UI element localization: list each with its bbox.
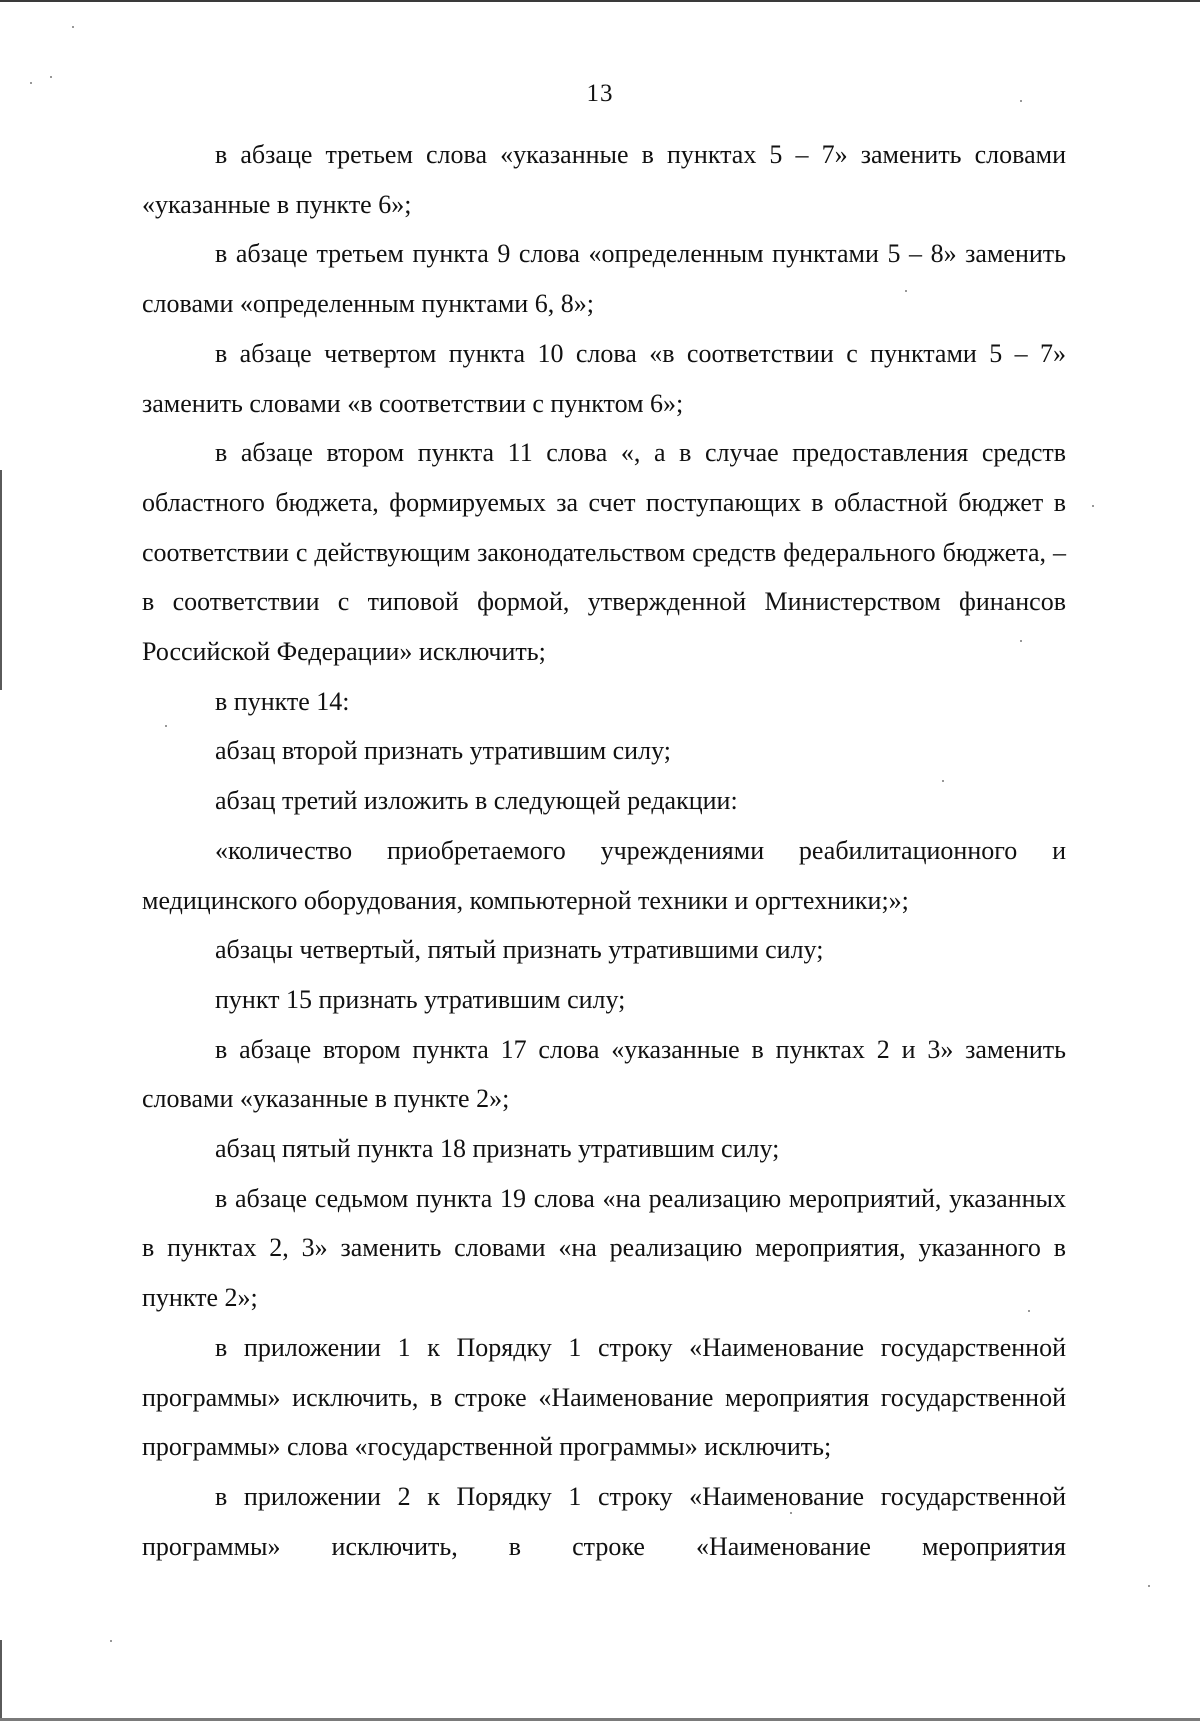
page-number: 13 [586, 80, 614, 107]
scan-speck [1028, 1310, 1030, 1312]
scan-edge-left [0, 470, 2, 690]
scan-speck [790, 1512, 792, 1514]
document-body [142, 130, 1066, 1571]
scan-edge-top [0, 0, 1200, 2]
paragraph: в абзаце втором пункта 11 слова «, а в случае предоставления средств областного бюджета, формируемых за счет поступающих в областной бюджет в соответствии с действующим законодательством средств федерального бюджета, – в соответствии с типовой формой, утвержденной Министерством финансов Российской Федерации» исключить; [142, 438, 1066, 667]
paragraph: абзацы четвертый, пятый признать утратившими силу; [215, 935, 824, 965]
scan-speck [942, 780, 944, 782]
paragraph: в приложении 2 к Порядку 1 строку «Наименование государственной программы» исключить, в строке «Наименование мероприятия [142, 1481, 1066, 1561]
scan-speck [30, 82, 32, 84]
scan-speck [165, 725, 167, 727]
scan-speck [905, 290, 907, 292]
scan-speck [1020, 640, 1022, 642]
paragraph: «количество приобретаемого учреждениями реабилитационного и медицинского оборудования, компьютерной техники и оргтехники;»; [142, 835, 1066, 915]
scan-speck [1020, 100, 1022, 102]
scan-speck [110, 1640, 112, 1642]
paragraph: в абзаце седьмом пункта 19 слова «на реализацию мероприятий, указанных в пунктах 2, 3» заменить словами «на реализацию мероприятия, указанного в пункте 2»; [142, 1183, 1066, 1313]
paragraph: в абзаце втором пункта 17 слова «указанные в пунктах 2 и 3» заменить словами «указанные в пункте 2»; [142, 1034, 1066, 1114]
paragraph: в абзаце третьем слова «указанные в пунктах 5 – 7» заменить словами «указанные в пункте 6»; [142, 140, 1066, 219]
paragraph: в абзаце третьем пункта 9 слова «определенным пунктами 5 – 8» заменить словами «определенным пунктами 6, 8»; [142, 239, 1066, 319]
scan-speck [72, 26, 74, 28]
scan-edge-left-lower [0, 1640, 2, 1721]
scan-speck [1148, 1585, 1150, 1587]
scan-speck [50, 76, 52, 78]
paragraph: абзац пятый пункта 18 признать утратившим силу; [215, 1134, 780, 1164]
paragraph: абзац третий изложить в следующей редакции: [215, 786, 738, 816]
paragraph: в пункте 14: [215, 686, 350, 716]
paragraph: абзац второй признать утратившим силу; [215, 736, 671, 766]
paragraph: в абзаце четвертом пункта 10 слова «в соответствии с пунктами 5 – 7» заменить словами «в соответствии с пунктом 6»; [142, 338, 1066, 418]
paragraph: в приложении 1 к Порядку 1 строку «Наименование государственной программы» исключить, в строке «Наименование мероприятия государственной программы» слова «государственной программы» исключить; [142, 1332, 1066, 1462]
paragraph: пункт 15 признать утратившим силу; [215, 984, 626, 1014]
scan-speck [1092, 505, 1094, 507]
